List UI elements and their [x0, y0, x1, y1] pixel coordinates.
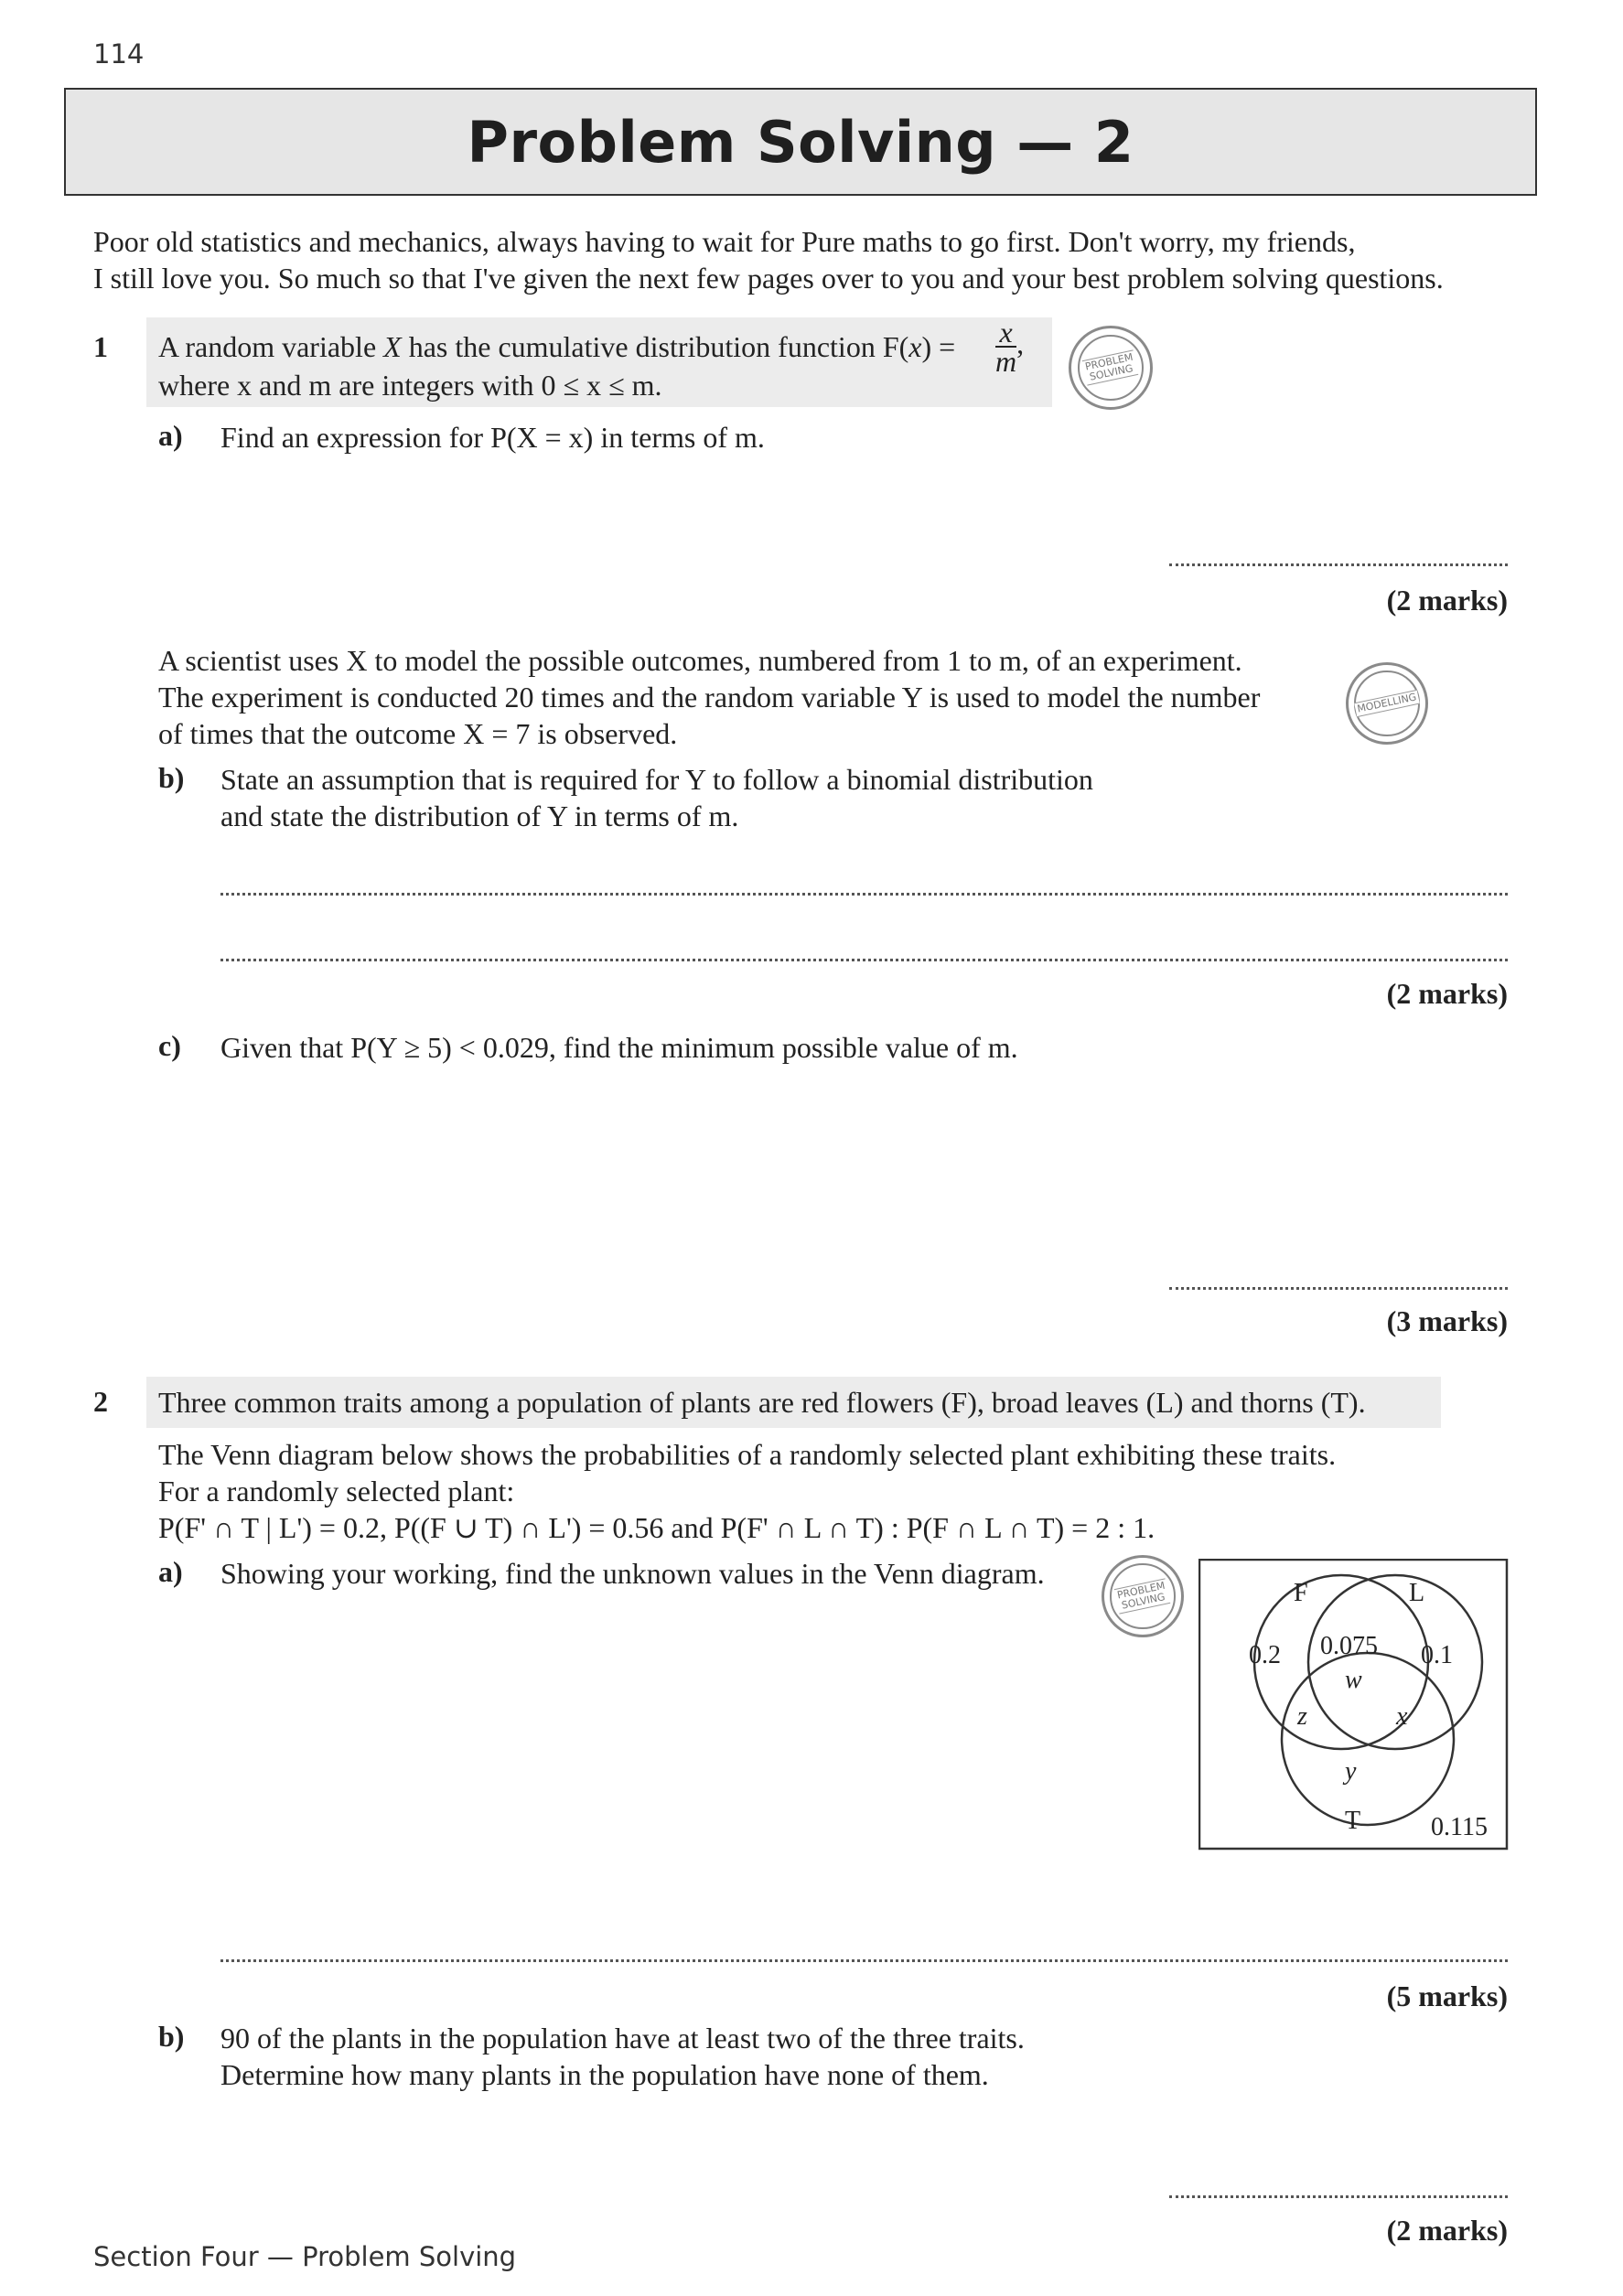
venn-outside: 0.115	[1431, 1813, 1488, 1841]
modelling-stamp-icon: MODELLING	[1346, 662, 1428, 745]
question-1b-marks: (2 marks)	[1386, 977, 1508, 1010]
answer-line-1b-1[interactable]	[220, 893, 1508, 896]
problem-solving-stamp-icon: PROBLEM SOLVING	[1069, 326, 1153, 410]
answer-line-1b-2[interactable]	[220, 959, 1508, 961]
page-number: 114	[93, 38, 145, 70]
question-2b-text-line-1: 90 of the plants in the population have at least two of the three traits.	[220, 2022, 1025, 2055]
venn-diagram	[1198, 1559, 1510, 1851]
title-bar	[64, 88, 1537, 196]
question-1-stem-line-1: A random variable X has the cumulative distribution function F(x) =	[158, 330, 956, 363]
answer-line-1a[interactable]	[1169, 563, 1508, 566]
question-2a-label: a)	[158, 1555, 183, 1588]
question-2-context-line-1: The Venn diagram below shows the probabilities of a randomly selected plant exhibiting these traits.	[158, 1438, 1337, 1471]
question-1-number: 1	[93, 330, 108, 363]
venn-t-only: y	[1345, 1757, 1357, 1786]
question-2-context-line-3: P(F' ∩ T | L') = 0.2, P((F ∪ T) ∩ L') = 0.56 and P(F' ∩ L ∩ T) : P(F ∩ L ∩ T) = 2 : 1.	[158, 1511, 1155, 1544]
question-1-context-line-1: A scientist uses X to model the possible outcomes, numbered from 1 to m, of an experiment.	[158, 644, 1242, 677]
footer-section: Section Four — Problem Solving	[93, 2241, 517, 2272]
question-1b-text-line-1: State an assumption that is required for Y to follow a binomial distribution	[220, 763, 1093, 796]
question-2-stem: Three common traits among a population of plants are red flowers (F), broad leaves (L) and thorns (T).	[158, 1386, 1366, 1419]
problem-solving-stamp-icon-2: PROBLEM SOLVING	[1102, 1555, 1184, 1637]
question-1c-marks: (3 marks)	[1386, 1304, 1508, 1337]
question-1c-text: Given that P(Y ≥ 5) < 0.029, find the minimum possible value of m.	[220, 1031, 1018, 1064]
question-1b-text-line-2: and state the distribution of Y in terms of m.	[220, 799, 739, 832]
venn-frame	[1199, 1560, 1507, 1849]
question-2-number: 2	[93, 1385, 108, 1418]
question-2a-text: Showing your working, find the unknown values in the Venn diagram.	[220, 1557, 1045, 1590]
question-2b-marks: (2 marks)	[1386, 2214, 1508, 2247]
venn-f-and-t: z	[1297, 1702, 1307, 1731]
question-2-context-line-2: For a randomly selected plant:	[158, 1475, 515, 1507]
question-2b-label: b)	[158, 2020, 185, 2053]
question-1-context-line-3: of times that the outcome X = 7 is observed.	[158, 717, 678, 750]
venn-center: w	[1345, 1666, 1362, 1694]
question-1a-text: Find an expression for P(X = x) in terms of m.	[220, 421, 765, 454]
venn-f-only: 0.2	[1249, 1641, 1281, 1669]
question-1a-label: a)	[158, 419, 183, 452]
venn-label-f: F	[1294, 1579, 1308, 1607]
answer-line-1c[interactable]	[1169, 1287, 1508, 1290]
question-1a-marks: (2 marks)	[1386, 584, 1508, 617]
answer-line-2a[interactable]	[220, 1959, 1508, 1962]
question-1b-label: b)	[158, 761, 185, 794]
answer-line-2b[interactable]	[1169, 2195, 1508, 2198]
question-2a-marks: (5 marks)	[1386, 1979, 1508, 2012]
venn-label-t: T	[1345, 1807, 1361, 1835]
question-2b-text-line-2: Determine how many plants in the population have none of them.	[220, 2058, 989, 2091]
venn-l-and-t: x	[1396, 1702, 1408, 1731]
intro-line-2: I still love you. So much so that I've given the next few pages over to you and your best problem solving questions.	[93, 262, 1444, 295]
question-1-stem-line-2: where x and m are integers with 0 ≤ x ≤ m.	[158, 369, 662, 402]
venn-label-l: L	[1409, 1579, 1425, 1607]
question-1-context-line-2: The experiment is conducted 20 times and the random variable Y is used to model the number	[158, 681, 1261, 713]
question-1-fraction: $\frac{x}{m}$ ,	[995, 316, 1025, 378]
question-1c-label: c)	[158, 1029, 181, 1062]
page-title: Problem Solving — 2	[467, 108, 1134, 176]
intro-line-1: Poor old statistics and mechanics, always having to wait for Pure maths to go first. Don't worry, my friends,	[93, 225, 1356, 258]
venn-l-only: 0.1	[1421, 1641, 1453, 1669]
venn-f-and-l: 0.075	[1320, 1632, 1378, 1660]
